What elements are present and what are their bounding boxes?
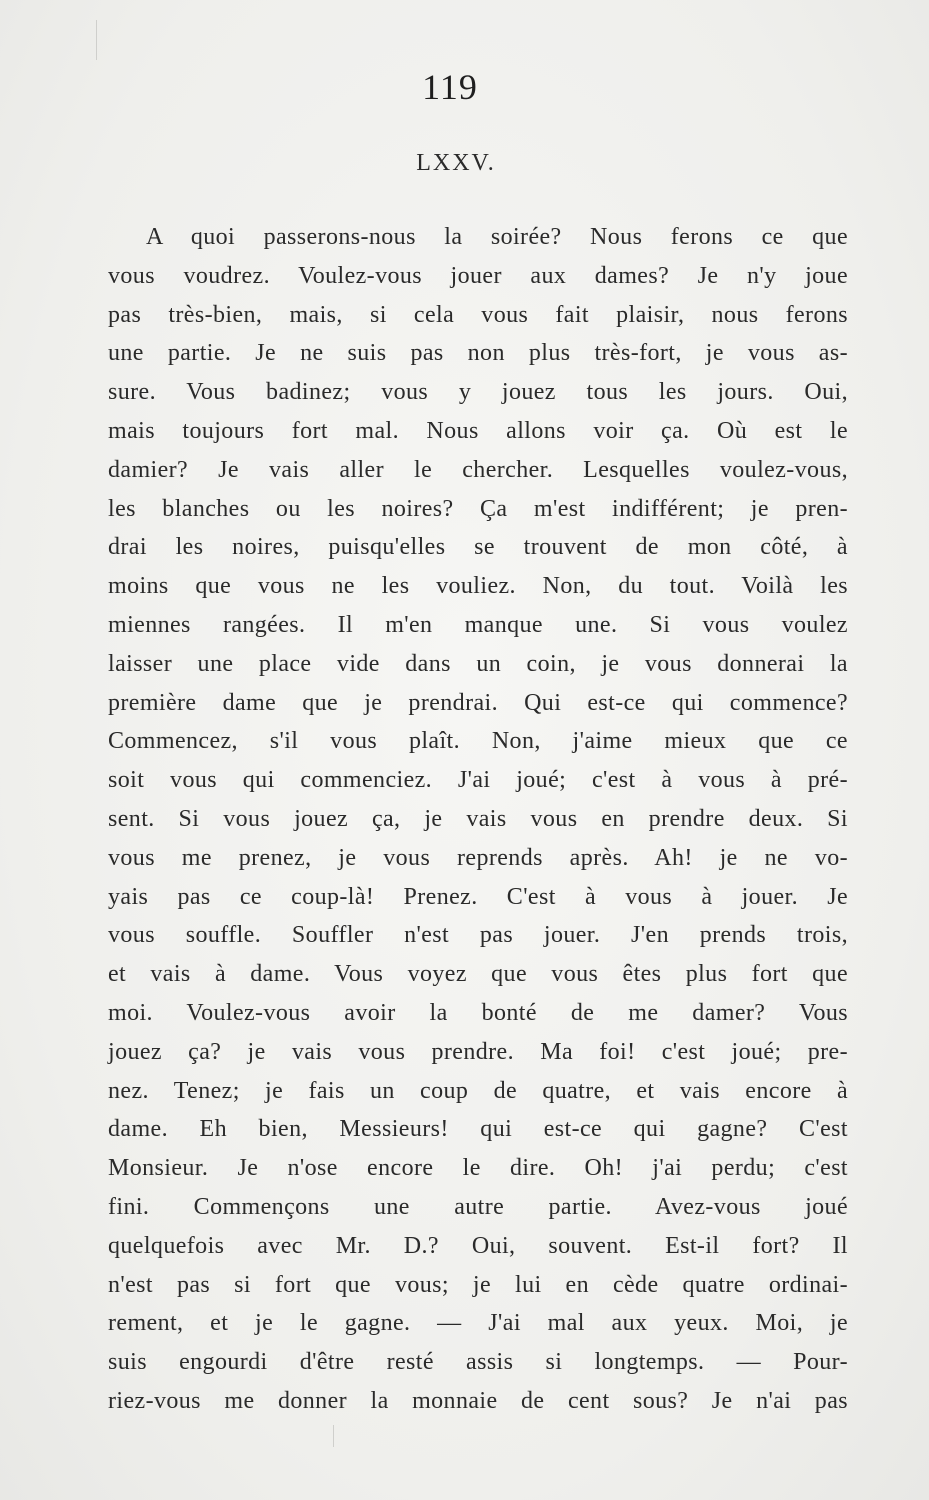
text-line: jouez ça? je vais vous prendre. Ma foi! c'est joué; pre-: [108, 1038, 848, 1065]
text-line: yais pas ce coup-là! Prenez. C'est à vous à jouer. Je: [108, 883, 848, 910]
text-line: Commencez, s'il vous plaît. Non, j'aime mieux que ce: [108, 728, 848, 755]
text-line: damier? Je vais aller le chercher. Lesquelles voulez-vous,: [108, 456, 848, 483]
scan-mark: [333, 1425, 334, 1447]
text-line: laisser une place vide dans un coin, je vous donnerai la: [108, 650, 848, 677]
text-line: moi. Voulez-vous avoir la bonté de me damer? Vous: [108, 999, 848, 1026]
text-line: les blanches ou les noires? Ça m'est indifférent; je pren-: [108, 495, 848, 522]
text-line: fini. Commençons une autre partie. Avez-vous joué: [108, 1193, 848, 1220]
text-line: vous voudrez. Voulez-vous jouer aux dames? Je n'y joue: [108, 262, 848, 289]
scan-mark: [96, 20, 97, 60]
text-line: riez-vous me donner la monnaie de cent sous? Je n'ai pas: [108, 1387, 848, 1414]
text-line: une partie. Je ne suis pas non plus très-fort, je vous as-: [108, 340, 848, 367]
text-line: Monsieur. Je n'ose encore le dire. Oh! j'ai perdu; c'est: [108, 1155, 848, 1182]
page-number: 119: [422, 67, 478, 107]
text-line: moins que vous ne les vouliez. Non, du tout. Voilà les: [108, 573, 848, 600]
text-line: rement, et je le gagne. — J'ai mal aux yeux. Moi, je: [108, 1310, 848, 1337]
text-line: pas très-bien, mais, si cela vous fait plaisir, nous ferons: [108, 301, 848, 328]
text-line: sent. Si vous jouez ça, je vais vous en prendre deux. Si: [108, 805, 848, 832]
text-line: suis engourdi d'être resté assis si longtemps. — Pour-: [108, 1349, 848, 1376]
text-line: quelquefois avec Mr. D.? Oui, souvent. Est-il fort? Il: [108, 1232, 848, 1259]
text-line: drai les noires, puisqu'elles se trouvent de mon côté, à: [108, 534, 848, 561]
chapter-heading: LXXV.: [416, 150, 496, 176]
text-line: soit vous qui commenciez. J'ai joué; c'est à vous à pré-: [108, 767, 848, 794]
text-line: miennes rangées. Il m'en manque une. Si vous voulez: [108, 611, 848, 638]
text-line: dame. Eh bien, Messieurs! qui est-ce qui gagne? C'est: [108, 1116, 848, 1143]
text-line: première dame que je prendrai. Qui est-ce qui commence?: [108, 689, 848, 716]
text-line: vous souffle. Souffler n'est pas jouer. J'en prends trois,: [108, 922, 848, 949]
text-line: A quoi passerons-nous la soirée? Nous ferons ce que: [146, 224, 848, 250]
text-line: et vais à dame. Vous voyez que vous êtes plus fort que: [108, 961, 848, 988]
text-line: n'est pas si fort que vous; je lui en cède quatre ordinai-: [108, 1271, 848, 1298]
text-line: nez. Tenez; je fais un coup de quatre, et vais encore à: [108, 1077, 848, 1104]
body-text: [108, 218, 848, 1421]
text-line: sure. Vous badinez; vous y jouez tous les jours. Oui,: [108, 379, 848, 406]
text-line: mais toujours fort mal. Nous allons voir ça. Où est le: [108, 417, 848, 444]
text-line: vous me prenez, je vous reprends après. Ah! je ne vo-: [108, 844, 848, 871]
